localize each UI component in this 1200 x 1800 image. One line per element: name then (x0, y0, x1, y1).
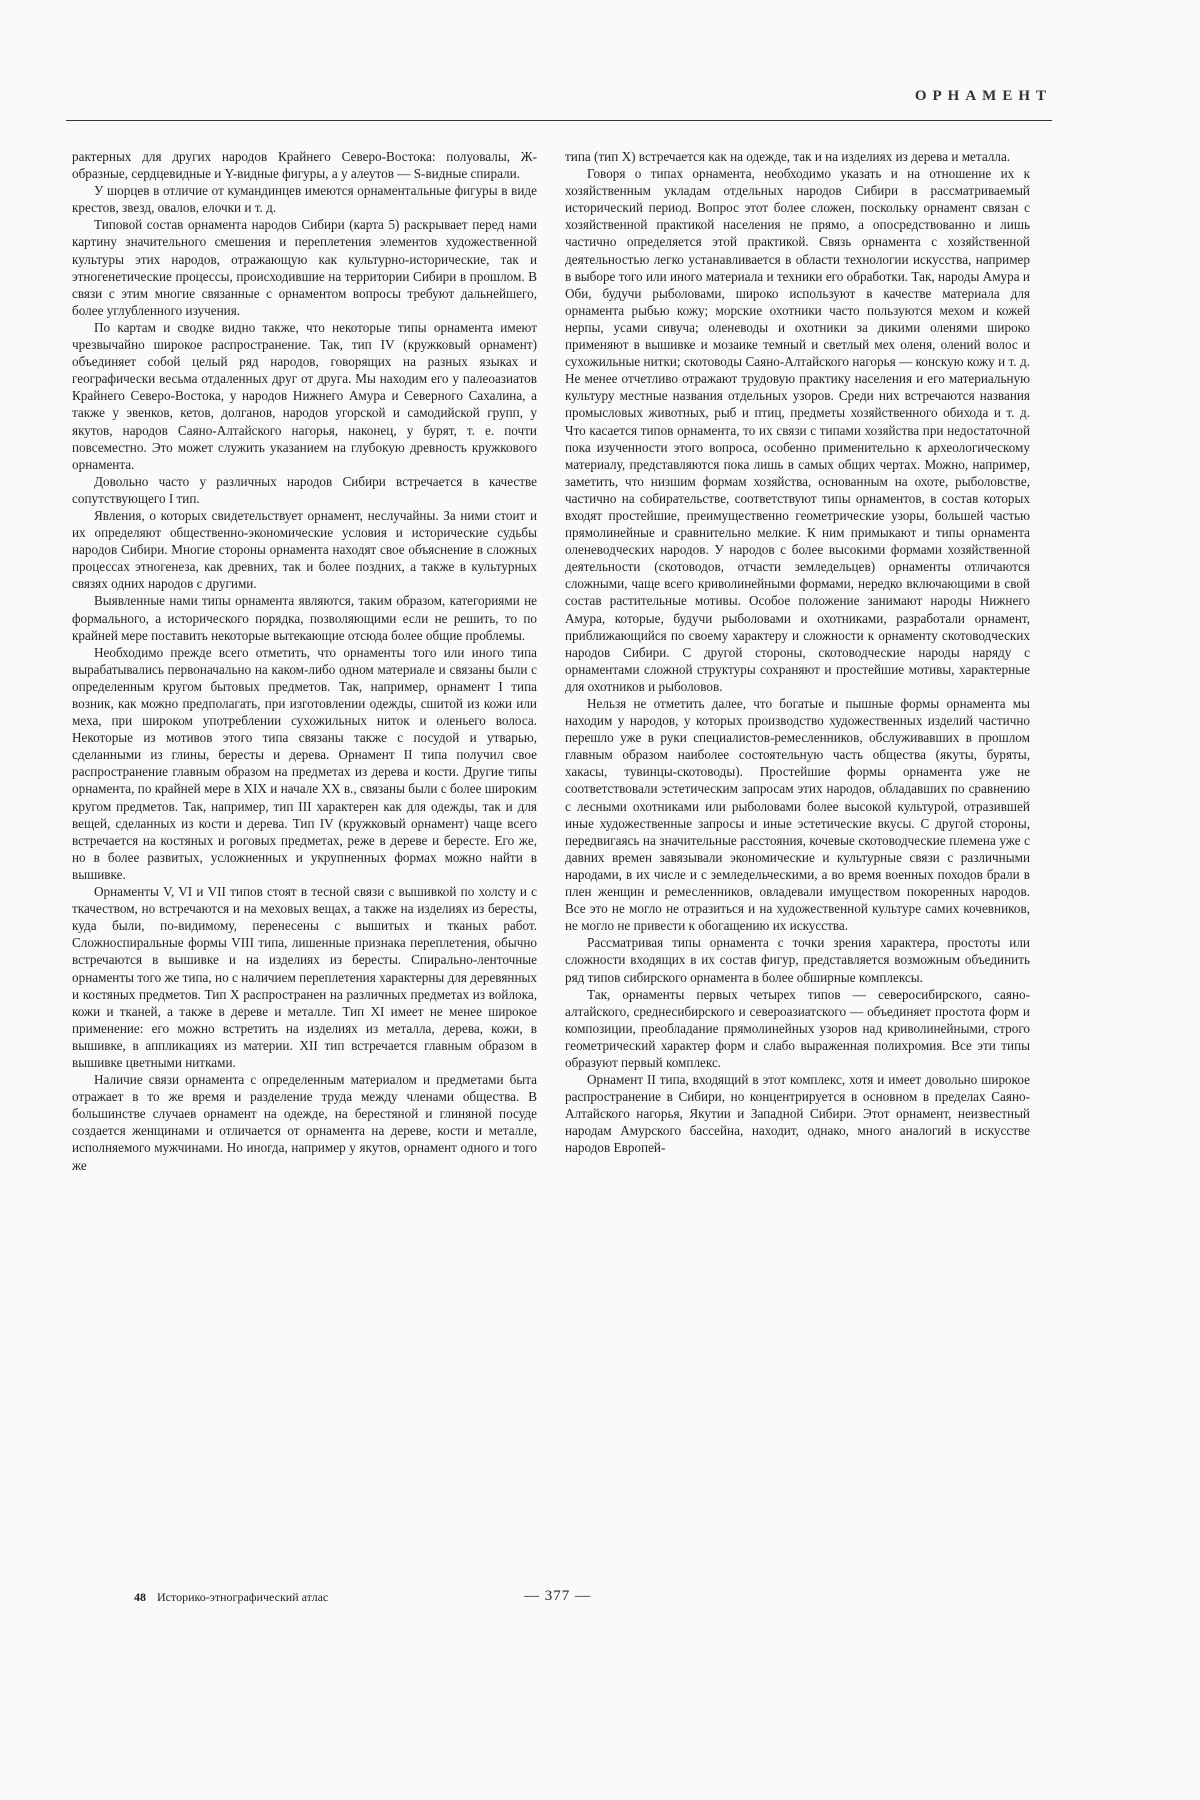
printer-signature (134, 1590, 328, 1605)
paragraph: Наличие связи орнамента с определенным материалом и предметами быта отражает в то же время и разделение труда между членами общества. В большинстве случаев орнамент на одежде, на берестяной и глиняной посуде создается женщинами и отличается от орнамента на дереве, кости и металле, исполняемого мужчинами. Но иногда, например у якутов, орнамент одного и того же (72, 1072, 537, 1173)
paragraph: Рассматривая типы орнамента с точки зрения характера, простоты или сложности входящих в их состав фигур, представляется возможным объединить ряд типов сибирского орнамента в более обширные комплексы. (565, 935, 1030, 985)
page-number: — 377 — (524, 1588, 591, 1604)
paragraph: По картам и сводке видно также, что некоторые типы орнамента имеют чрезвычайно широкое распространение. Так, тип IV (кружковый орнамент) объединяет собой целый ряд народов, говорящих на разных языках и географически весьма отдаленных друг от друга. Мы находим его у палеоазиатов Крайнего Северо-Востока, у народов Нижнего Амура и Северного Сахалина, а также у эвенков, кетов, долганов, народов угорской и самодийской групп, у якутов, народов Саяно-Алтайского нагорья, наконец, у бурят, т. е. почти повсеместно. Это может служить указанием на глубокую древность кружкового орнамента. (72, 319, 537, 472)
paragraph: Так, орнаменты первых четырех типов — северосибирского, саяно-алтайского, среднесибирского и североазиатского — объединяет простота форм и композиции, преобладание прямолинейных узоров над криволинейными, строго геометрический характер форм и слабо выраженная полихромия. Все эти типы образуют первый комплекс. (565, 986, 1030, 1070)
signature-title: Историко-этнографический атлас (157, 1590, 329, 1604)
paragraph: Явления, о которых свидетельствует орнамент, неслучайны. За ними стоит и их определяют общественно-экономические условия и исторические судьбы народов Сибири. Многие стороны орнамента находят свое объяснение в сложных процессах этногенеза, как древних, так и более поздних, а также в культурных связях одних народов с другими. (72, 507, 537, 592)
paragraph: рактерных для других народов Крайнего Северо-Востока: полуовалы, Ж-образные, сердцевидные и Y-видные фигуры, а у алеутов — S-видные спирали. (72, 149, 537, 182)
paragraph: Орнаменты V, VI и VII типов стоят в тесной связи с вышивкой по холсту и с ткачеством, но встречаются и на меховых вещах, а также на изделиях из бересты, куда были, по-видимому, перенесены с вышитых и тканых работ. Сложноспиральные формы VIII типа, лишенные признака переплетения, обычно встречаются в вышивке и на изделиях из бересты. Спирально-ленточные орнаменты того же типа, но с наличием переплетения характерны для деревянных и костяных предметов. Тип X распространен на различных предметах из войлока, кожи и тканей, а также в дереве и металле. Тип XI имеет не менее широкое применение: его можно встретить на изделиях из металла, дерева, кожи, в вышивке, в аппликациях из материи. XII тип встречается главным образом в вышивке цветными нитками. (72, 884, 537, 1070)
page-footer (134, 1590, 1052, 1610)
paragraph: Типовой состав орнамента народов Сибири (карта 5) раскрывает перед нами картину значительного смешения и переплетения элементов художественной культуры этих народов, отражающую как культурно-исторические, так и этногенетические процессы, происходившие на территории Сибири в прошлом. В связи с этим многие связанные с орнаментом вопросы требуют дальнейшего, более углубленного изучения. (72, 217, 537, 318)
paragraph: Орнамент II типа, входящий в этот комплекс, хотя и имеет довольно широкое распространение в Сибири, но концентрируется в основном в пределах Саяно-Алтайского нагорья, Якутии и Западной Сибири. Этот орнамент, неизвестный народам Амурского бассейна, находит, однако, много аналогий в искусстве народов Европей- (565, 1072, 1030, 1156)
header-rule (66, 120, 1052, 121)
paragraph: Выявленные нами типы орнамента являются, таким образом, категориями не формального, а исторического порядка, позволяющими если не решить, то по крайней мере поставить некоторые вытекающие отсюда более общие проблемы. (72, 593, 537, 643)
paragraph: Необходимо прежде всего отметить, что орнаменты того или иного типа вырабатывались первоначально на каком-либо одном материале и связаны были с определенным кругом бытовых предметов. Так, например, орнамент I типа возник, как можно предполагать, при изготовлении одежды, сшитой из кожи или меха, при широком употреблении сухожильных ниток и оленьего волоса. Некоторые из мотивов этого типа связаны также с посудой и утварью, сделанными из глины, бересты и дерева. Орнамент II типа получил свое распространение главным образом на предметах из дерева и кости. Другие типы орнамента, по крайней мере в XIX и начале XX в., связаны были с более широким кругом предметов. Так, например, тип III характерен как для одежды, так и для вещей, сделанных из кости и дерева. Тип IV (кружковый орнамент) чаще всего встречается на костяных и роговых предметах, реже в дереве и бересте. Его же, но в более развитых, усложненных и укрупненных формах можно найти в вышивке. (72, 644, 537, 882)
left-column (72, 148, 537, 1174)
paragraph: Нельзя не отметить далее, что богатые и пышные формы орнамента мы находим у народов, у которых производство художественных изделий частично перешло уже в руки специалистов-ремесленников, обслуживавших в прошлом главным образом наиболее состоятельную часть общества (якуты, буряты, хакасы, тувинцы-скотоводы). Простейшие формы орнамента уже не соответствовали эстетическим запросам этих народов, обладавших по сравнению с лесными охотниками или рыболовами более высокой культурой, отразившей иные художественные запросы и иные эстетические вкусы. С другой стороны, передвигаясь на значительные расстояния, кочевые скотоводческие племена уже с давних времен завязывали экономические и культурные связи с различными народами, в их числе и с земледельческими, а во время военных походов брали в плен женщин и ремесленников, овладевали имуществом покоренных народов. Все это не могло не отразиться и на художественной культуре самих кочевников, не могло не привести к обогащению их искусства. (565, 696, 1030, 934)
paragraph: Довольно часто у различных народов Сибири встречается в качестве сопутствующего I тип. (72, 473, 537, 506)
paragraph: Говоря о типах орнамента, необходимо указать и на отношение их к хозяйственным укладам отдельных народов Сибири в рассматриваемый исторический период. Вопрос этот более сложен, поскольку орнамент связан с хозяйственной практикой населения не прямо, а опосредствованно и лишь частично определяется этой практикой. Связь орнамента с хозяйственной деятельностью легко устанавливается в области технологии искусства, например в выборе того или иного материала и техники его обработки. Так, народы Амура и Оби, будучи рыболовами, широко используют в качестве материала для орнамента рыбью кожу; морские охотники часто пользуются мехом и кожей нерпы, усами сивуча; оленеводы и охотники за дикими оленями широко применяют в вышивке и мозаике темный и светлый мех оленя, олений волос и сухожильные нитки; скотоводы Саяно-Алтайского нагорья — конскую кожу и т. д. Не менее отчетливо отражают трудовую практику населения и его материальную культуру местные названия отдельных узоров. Среди них встречаются названия промысловых животных, рыб и птиц, предметы хозяйственного обихода и т. д. Что касается типов орнамента, то их связи с типами хозяйства при недостаточной пока изученности этого вопроса, особенно применительно к археологическому материалу, представляются пока лишь в самых общих чертах. Можно, например, заметить, что низшим формам хозяйства, основанным на охоте, рыболовстве, частично на собирательстве, соответствуют типы орнаментов, в состав которых входят простейшие, преимущественно геометрические узоры, большей частью прямолинейные и сравнительно мелкие. К ним примыкают и типы орнамента оленеводческих народов. У народов с более высокими формами хозяйственной деятельности (скотоводов, отчасти земледельцев) орнаменты отличаются сложными, чаще всего криволинейными формами, нередко включающими в свой состав растительные мотивы. Особое положение занимают народы Нижнего Амура, которые, будучи рыболовами и охотниками, разработали орнамент, приближающийся по своему характеру и сложности к орнаменту скотоводческих народов Сибири. С другой стороны, скотоводческие народы наряду с орнаментами сложной структуры сохраняют и простейшие мотивы, характерные для охотников и рыболовов. (565, 166, 1030, 694)
paragraph: типа (тип X) встречается как на одежде, так и на изделиях из дерева и металла. (565, 149, 1011, 164)
running-head-title: ОРНАМЕНТ (914, 88, 1052, 104)
right-column (565, 148, 1030, 1157)
signature-number: 48 (134, 1590, 146, 1604)
paragraph: У шорцев в отличие от кумандинцев имеются орнаментальные фигуры в виде крестов, звезд, овалов, елочки и т. д. (72, 183, 537, 216)
